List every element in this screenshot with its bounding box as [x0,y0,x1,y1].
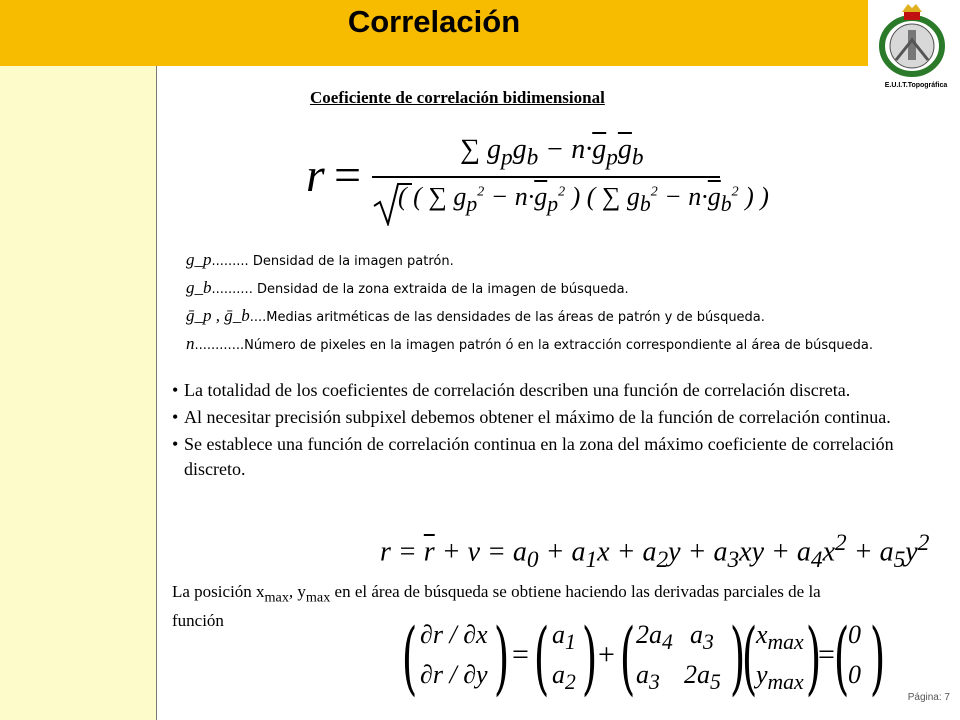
bullet-item: • Se establece una función de correlación continua en la zona del máximo coeficiente de correlación discreto. [172,432,952,482]
bullet-item: • Al necesitar precisión subpixel debemos obtener el máximo de la función de correlación continua. [172,405,952,430]
legend-text: Densidad de la zona extraida de la imagen de búsqueda. [256,282,629,297]
zero-vector: ( 0 0 ) [833,611,886,704]
legend-dots: .... [249,310,267,325]
bullet-list [172,378,952,484]
page-number: Página: 7 [907,692,950,703]
correlation-formula: r = ∑ $g_pg_b - n\cdot\overline{g}_p\overline{g}_b$ ( ( ∑ $g_p^2 - n\cdot\overline{g}_p^2$ ) ( ∑ $g_b^2 - n\cdot\overline{g}_b^2$ ) ) [300,128,730,228]
legend-symbol: g_p [186,250,212,269]
matrix-equation: ( ∂r / ∂x ∂r / ∂y ) = ( $a_1$ $a_2$ ) + ( $2a_4$ $a_3$ $a_3$ $2a_5$ ) ( $x_{max}$ $y_{max}$ ) = [401,611,835,704]
legend-text: Densidad de la imagen patrón. [252,254,454,269]
legend-dots: ............ [194,338,245,353]
para-text: La posición x [172,582,265,601]
legend-text: Número de pixeles en la imagen patrón ó en la extracción correspondiente al área de búsqueda. [244,338,873,353]
legend-item [186,306,765,326]
legend-item [186,334,873,354]
polynomial-formula: $r = \overline{r} + v = a_0 + a_1x + a_2y + a_3xy + a_4x^2 + a_5y^2$ [380,530,930,573]
legend-symbol: ḡ_p , ḡ_b [186,306,250,325]
para-text: en el área de búsqueda se obtiene haciendo las derivadas parciales de la función [172,582,821,631]
legend-text: Medias aritméticas de las densidades de las áreas de patrón y de búsqueda. [266,310,765,325]
bullet-item: • La totalidad de los coeficientes de correlación describen una función de correlación discreta. [172,378,952,403]
legend-symbol: g_b [186,278,212,297]
section-subtitle: Coeficiente de correlación bidimensional [310,88,605,107]
logo-caption: E.U.I.T.Topográfica [884,82,948,89]
para-text: , y [288,582,306,601]
para-sub: max [305,589,331,606]
legend-dots: .......... [211,282,253,297]
legend-item [186,278,629,298]
legend-item [186,250,454,270]
legend-symbol: n [186,334,195,353]
page-title: Correlación [347,4,521,39]
sidebar-panel [0,66,157,720]
para-sub: max [264,589,289,606]
legend-dots: ......... [211,254,249,269]
